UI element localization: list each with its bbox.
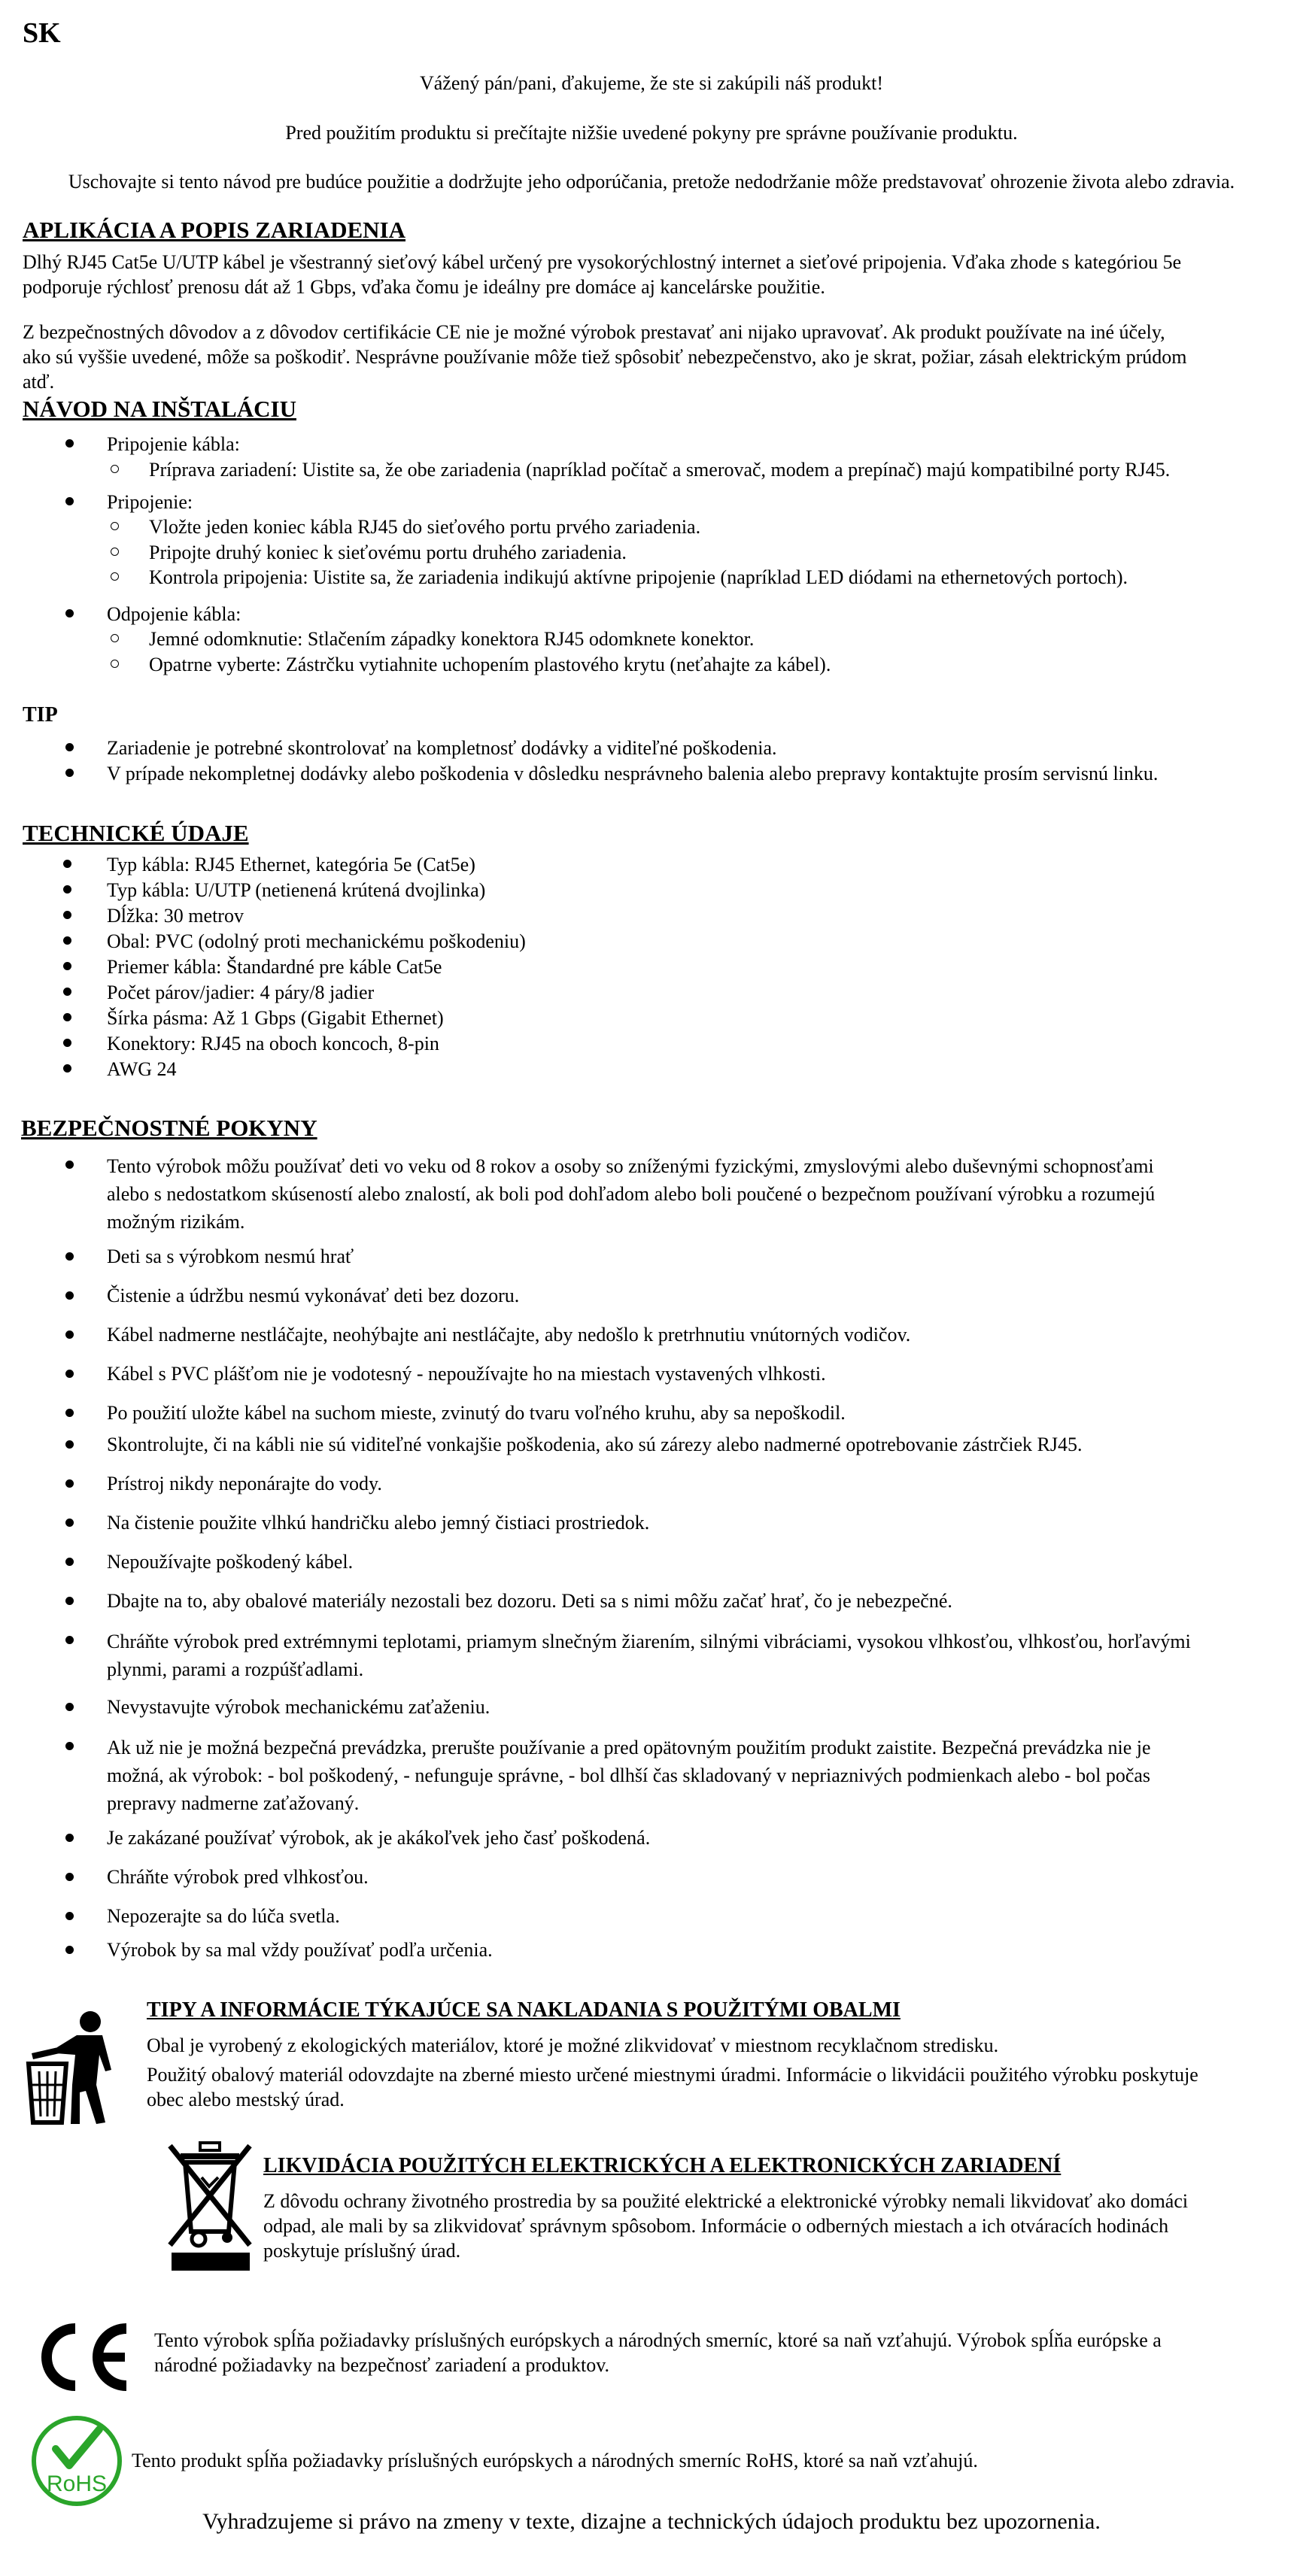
- text-line: odpad, ale mali by sa zlikvidovať správnym spôsobom. Informácie o odberných miestach a ich otváracích hodinách: [263, 2215, 1169, 2237]
- spec-item: Konektory: RJ45 na oboch koncoch, 8-pin: [107, 1033, 439, 1054]
- safety-item: [107, 1628, 1191, 1683]
- bin-disposal-icon: [21, 2010, 123, 2130]
- weee-text: [263, 2189, 1286, 2263]
- safety-item: Prístroj nikdy neponárajte do vody.: [107, 1473, 382, 1494]
- safety-item: Kábel nadmerne nestláčajte, neohýbajte ani nestláčajte, aby nedošlo k pretrhnutiu vnútorných vodičov.: [107, 1324, 911, 1346]
- bullet: [65, 1440, 74, 1449]
- weee-heading: LIKVIDÁCIA POUŽITÝCH ELEKTRICKÝCH A ELEKTRONICKÝCH ZARIADENÍ: [263, 2154, 1062, 2177]
- safety-item: [107, 1734, 1151, 1817]
- bullet: [65, 1703, 74, 1711]
- safety-item: Dbajte na to, aby obalové materiály nezostali bez dozoru. Deti sa s nimi môžu začať hrať, čo je nebezpečné.: [107, 1590, 952, 1612]
- spec-item: Obal: PVC (odolný proti mechanickému poškodeniu): [107, 930, 526, 952]
- text-line: Tento výrobok môžu používať deti vo veku od 8 rokov a osoby so zníženými fyzickými, zmyslovými alebo duševnými schopnosťami: [107, 1155, 1154, 1177]
- bullet: [65, 1742, 74, 1750]
- text-line: Z dôvodu ochrany životného prostredia by sa použité elektrické a elektronické výrobky nemali likvidovať ako domáci: [263, 2190, 1189, 2212]
- text-line: možným rizikám.: [107, 1211, 245, 1233]
- bullet: [65, 1291, 74, 1300]
- text-line: podporuje rýchlosť prenosu dát až 1 Gbps, vďaka čomu je ideálny pre domáce aj kancelárske použitie.: [23, 276, 825, 298]
- spec-item: Typ kábla: RJ45 Ethernet, kategória 5e (Cat5e): [107, 854, 475, 875]
- bullet: [65, 743, 74, 751]
- safety-item: [107, 1152, 1155, 1236]
- bullet: [65, 1409, 74, 1417]
- install-substep: Jemné odomknutie: Stlačením západky konektora RJ45 odomknete konektor.: [149, 628, 755, 650]
- weee-crossed-bin-icon: [164, 2140, 256, 2274]
- bullet: [63, 962, 71, 970]
- text-line: Dlhý RJ45 Cat5e U/UTP kábel je všestranný sieťový kábel určený pre vysokorýchlostný internet a sieťové pripojenia. Vďaka zhode s kategóriou 5e: [23, 251, 1182, 273]
- bullet: [63, 1013, 71, 1021]
- text-line: atď.: [23, 371, 55, 393]
- footer-disclaimer: Vyhradzujeme si právo na zmeny v texte, dizajne a technických údajoch produktu bez upozornenia.: [202, 2509, 1101, 2534]
- bullet: [63, 1039, 71, 1047]
- bullet: [65, 1597, 74, 1605]
- tip-item: V prípade nekompletnej dodávky alebo poškodenia v dôsledku nesprávneho balenia alebo prepravy kontaktujte prosím servisnú linku.: [107, 763, 1159, 784]
- text-line: možná, ak výrobok: - bol poškodený, - nefunguje správne, - bol dlhší čas skladovaný v nepriaznivých podmienkach alebo - bol počas: [107, 1764, 1151, 1786]
- text-line: Z bezpečnostných dôvodov a z dôvodov certifikácie CE nie je možné výrobok prestavať ani nijako upravovať. Ak produkt používate na iné účely,: [23, 321, 1165, 343]
- safety-item: Výrobok by sa mal vždy používať podľa určenia.: [107, 1939, 493, 1961]
- safety-item: Je zakázané používať výrobok, ak je akákoľvek jeho časť poškodená.: [107, 1827, 651, 1849]
- sub-bullet: [111, 465, 119, 473]
- bullet: [63, 988, 71, 996]
- bullet: [65, 1636, 74, 1644]
- safety-heading: BEZPEČNOSTNÉ POKYNY: [21, 1115, 317, 1141]
- text-line: alebo s nedostatkom skúseností alebo znalostí, ak boli pod dohľadom alebo boli poučené o bezpečnom používaní výrobku a rozumejú: [107, 1183, 1156, 1205]
- text-line: Tento výrobok spĺňa požiadavky príslušných európskych a národných smerníc, ktoré sa naň vzťahujú. Výrobok spĺňa európske a: [154, 2329, 1162, 2351]
- spec-item: Šírka pásma: Až 1 Gbps (Gigabit Ethernet): [107, 1007, 444, 1029]
- bullet: [65, 497, 74, 505]
- bullet: [65, 1834, 74, 1842]
- text-line: prepravy nadmerne zaťažovaný.: [107, 1792, 360, 1814]
- safety-item: Čistenie a údržbu nesmú vykonávať deti bez dozoru.: [107, 1285, 520, 1306]
- bullet: [63, 860, 71, 868]
- bullet: [65, 769, 74, 777]
- rohs-logo-text: RoHS: [46, 2471, 108, 2496]
- bullet: [63, 911, 71, 919]
- safety-item: Skontrolujte, či na kábli nie sú viditeľné vonkajšie poškodenia, ako sú zárezy alebo nadmerné opotrebovanie zástrčiek RJ45.: [107, 1434, 1083, 1455]
- install-step-connection: Pripojenie:: [107, 491, 193, 513]
- sub-bullet: [111, 522, 119, 530]
- bullet: [63, 885, 71, 894]
- install-substep: Príprava zariadení: Uistite sa, že obe zariadenia (napríklad počítač a smerovač, modem a prepínač) majú kompatibilné porty RJ45.: [149, 459, 1171, 481]
- spec-item: Typ kábla: U/UTP (netienená krútená dvojlinka): [107, 879, 486, 901]
- safety-item: Deti sa s výrobkom nesmú hrať: [107, 1246, 354, 1267]
- tip-heading: TIP: [23, 703, 58, 727]
- spec-item: AWG 24: [107, 1058, 177, 1080]
- packaging-text: [147, 2033, 1283, 2112]
- installation-heading: NÁVOD NA INŠTALÁCIU: [23, 396, 296, 422]
- bullet: [65, 1330, 74, 1339]
- install-substep: Opatrne vyberte: Zástrčku vytiahnite uchopením plastového krytu (neťahajte za kábel).: [149, 654, 831, 675]
- text-line: obec alebo mestský úrad.: [147, 2089, 345, 2110]
- install-substep: Kontrola pripojenia: Uistite sa, že zariadenia indikujú aktívne pripojenie (napríklad LED diódami na ethernetových portoch).: [149, 566, 1128, 588]
- bullet: [63, 936, 71, 945]
- sub-bullet: [111, 634, 119, 642]
- bullet: [65, 1252, 74, 1261]
- bullet: [65, 609, 74, 617]
- bullet: [65, 1370, 74, 1378]
- ce-mark-icon: [36, 2323, 131, 2392]
- technical-heading: TECHNICKÉ ÚDAJE: [23, 820, 249, 846]
- intro-keep-manual: Uschovajte si tento návod pre budúce použitie a dodržujte jeho odporúčania, pretože nedodržanie môže predstavovať ohrozenie života alebo zdravia.: [68, 171, 1235, 193]
- install-step-disconnect: Odpojenie kábla:: [107, 603, 241, 625]
- safety-item: Chráňte výrobok pred vlhkosťou.: [107, 1866, 369, 1888]
- intro-greeting: Vážený pán/pani, ďakujeme, že ste si zakúpili náš produkt!: [419, 72, 884, 94]
- application-paragraph-2: [23, 320, 1280, 394]
- safety-item: Na čistenie použite vlhkú handričku alebo jemný čistiaci prostriedok.: [107, 1512, 650, 1534]
- bullet: [65, 1558, 74, 1566]
- text-line: ako sú vyššie uvedené, môže sa poškodiť. Nesprávne používanie môže tiež spôsobiť nebezpečenstvo, ako je skrat, požiar, zásah elektrickým prúdom: [23, 346, 1187, 368]
- install-step-connect: Pripojenie kábla:: [107, 433, 240, 455]
- text-line: plynmi, parami a rozpúšťadlami.: [107, 1658, 364, 1680]
- text-line: Chráňte výrobok pred extrémnymi teplotami, priamym slnečným žiarením, silnými vibráciami, vysokou vlhkosťou, vlhkosťou, horľavými: [107, 1631, 1191, 1652]
- bullet: [65, 1912, 74, 1920]
- ce-text: [154, 2328, 1283, 2377]
- rohs-logo-icon: [30, 2414, 123, 2508]
- text-line: Obal je vyrobený z ekologických materiálov, ktoré je možné zlikvidovať v miestnom recyklačnom stredisku.: [147, 2034, 999, 2056]
- bullet: [65, 1946, 74, 1954]
- sub-bullet: [111, 660, 119, 668]
- text-line: Použitý obalový materiál odovzdajte na zberné miesto určené miestnymi úradmi. Informácie o likvidácii použitého výrobku poskytuje: [147, 2064, 1198, 2086]
- bullet: [65, 1873, 74, 1881]
- language-code: SK: [23, 17, 61, 49]
- spec-item: Počet párov/jadier: 4 páry/8 jadier: [107, 982, 375, 1003]
- text-line: národné požiadavky na bezpečnosť zariadení a produktov.: [154, 2354, 610, 2376]
- safety-item: Nepoužívajte poškodený kábel.: [107, 1551, 354, 1573]
- bullet: [65, 439, 74, 448]
- text-line: poskytuje príslušný úrad.: [263, 2240, 461, 2262]
- safety-item: Nepozerajte sa do lúča svetla.: [107, 1905, 340, 1927]
- spec-item: Dĺžka: 30 metrov: [107, 905, 244, 927]
- tip-item: Zariadenie je potrebné skontrolovať na kompletnosť dodávky a viditeľné poškodenia.: [107, 737, 777, 759]
- rohs-text: Tento produkt spĺňa požiadavky príslušných európskych a národných smerníc RoHS, ktoré sa naň vzťahujú.: [132, 2450, 978, 2471]
- install-substep: Vložte jeden koniec kábla RJ45 do sieťového portu prvého zariadenia.: [149, 516, 701, 538]
- text-line: Ak už nie je možná bezpečná prevádzka, prerušte používanie a pred opätovným použitím produkt zaistite. Bezpečná prevádzka nie je: [107, 1737, 1151, 1758]
- safety-item: Kábel s PVC plášťom nie je vodotesný - nepoužívajte ho na miestach vystavených vlhkosti.: [107, 1363, 826, 1385]
- install-substep: Pripojte druhý koniec k sieťovému portu druhého zariadenia.: [149, 542, 627, 563]
- intro-read-instructions: Pred použitím produktu si prečítajte nižšie uvedené pokyny pre správne používanie produktu.: [285, 122, 1018, 144]
- sub-bullet: [111, 572, 119, 581]
- bullet: [65, 1479, 74, 1488]
- safety-item: Nevystavujte výrobok mechanickému zaťaženiu.: [107, 1696, 491, 1718]
- bullet: [65, 1161, 74, 1169]
- bullet: [65, 1519, 74, 1527]
- bullet: [63, 1064, 71, 1073]
- application-heading: APLIKÁCIA A POPIS ZARIADENIA: [23, 217, 406, 243]
- spec-item: Priemer kábla: Štandardné pre káble Cat5e: [107, 956, 442, 978]
- application-paragraph-1: [23, 250, 1280, 299]
- packaging-heading: TIPY A INFORMÁCIE TÝKAJÚCE SA NAKLADANIA S POUŽITÝMI OBALMI: [147, 1998, 901, 2022]
- sub-bullet: [111, 548, 119, 556]
- safety-item: Po použití uložte kábel na suchom mieste, zvinutý do tvaru voľného kruhu, aby sa nepoškodil.: [107, 1402, 846, 1424]
